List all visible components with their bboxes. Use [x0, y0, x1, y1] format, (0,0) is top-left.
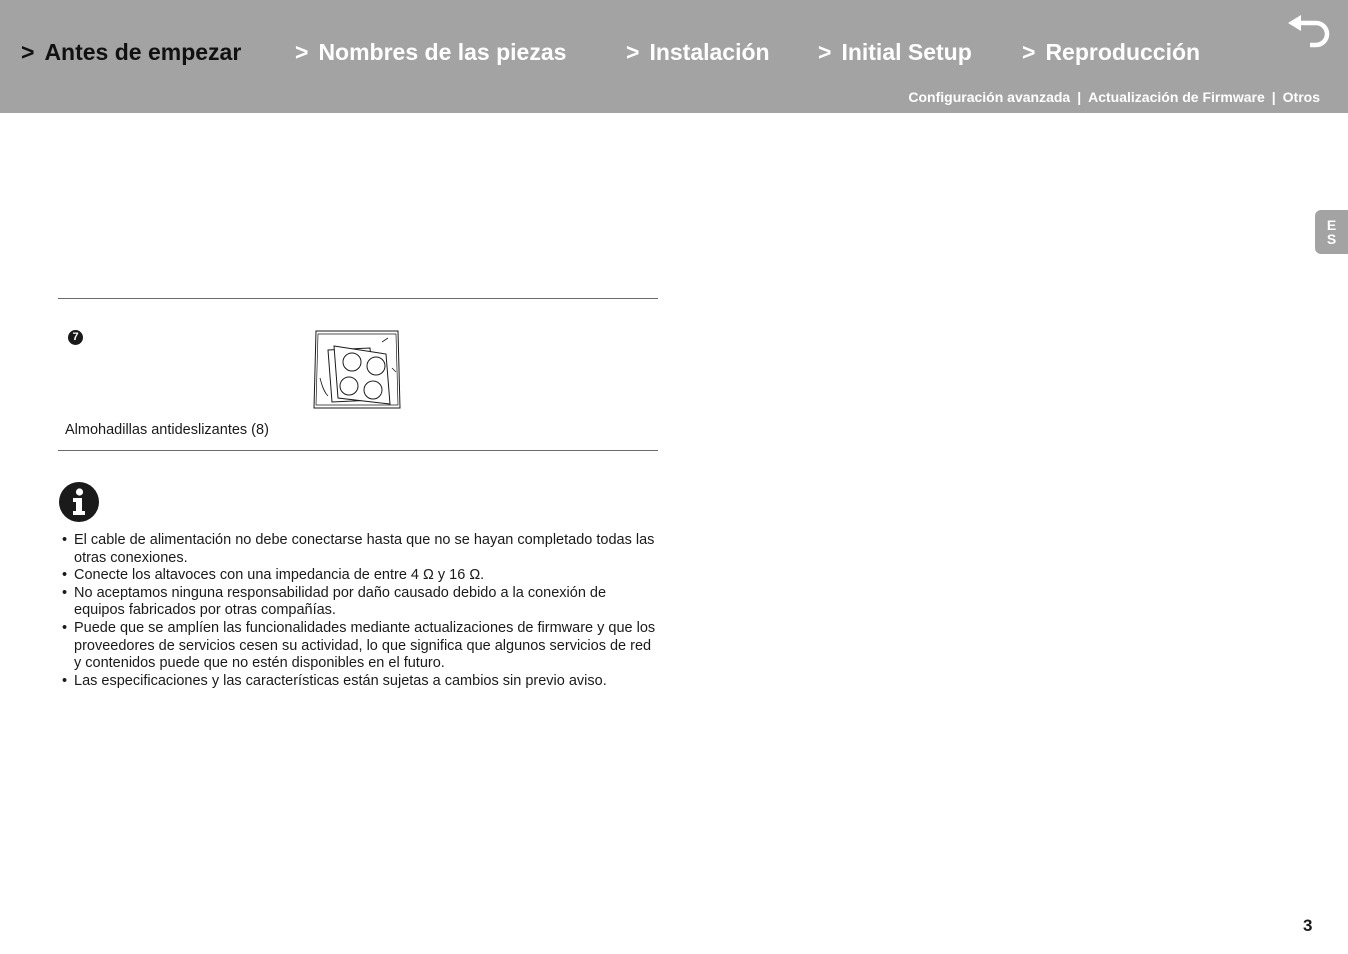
back-arrow-icon[interactable]: [1286, 14, 1330, 50]
nav-label: Antes de empezar: [44, 39, 242, 65]
nav-reproduccion[interactable]: [1022, 39, 1200, 66]
nav-arrow-icon: >: [818, 39, 832, 65]
page-number: 3: [1303, 916, 1313, 935]
non-slip-pads-illustration: [312, 328, 404, 412]
list-item: • Puede que se amplíen las funcionalidades mediante actualizaciones de firmware y que los proveedores de servicios cesen su actividad, lo que significa que algunos servicios de red y contenidos puede que no estén disponibles en el futuro.: [62, 620, 658, 673]
lang-letter: S: [1326, 231, 1337, 247]
nav-label: Initial Setup: [841, 39, 972, 65]
nav-initial-setup[interactable]: [818, 39, 972, 66]
subnav-separator: |: [1077, 89, 1082, 105]
nav-arrow-icon: >: [1022, 39, 1036, 65]
nav-label: Nombres de las piezas: [318, 39, 567, 65]
nav-nombres-de-las-piezas[interactable]: [295, 39, 566, 66]
language-tab: [1315, 210, 1348, 254]
nav-arrow-icon: >: [626, 39, 640, 65]
nav-antes-de-empezar[interactable]: [21, 39, 241, 66]
divider: [58, 298, 658, 299]
accessory-caption: Almohadillas antideslizantes (8): [65, 422, 269, 438]
subnav-actualizacion-firmware[interactable]: Actualización de Firmware: [1088, 89, 1265, 105]
lang-letter: E: [1326, 217, 1337, 233]
divider: [58, 450, 658, 451]
nav-instalacion[interactable]: [626, 39, 770, 66]
list-item: • No aceptamos ninguna responsabilidad por daño causado debido a la conexión de equipos fabricados por otras compañías.: [62, 585, 658, 620]
nav-arrow-icon: >: [295, 39, 309, 65]
subnav-configuracion-avanzada[interactable]: Configuración avanzada: [908, 89, 1071, 105]
top-navigation-bar: [0, 0, 1348, 113]
nav-arrow-icon: >: [21, 39, 35, 65]
list-item: • Conecte los altavoces con una impedancia de entre 4 Ω y 16 Ω.: [62, 567, 658, 585]
item-number-badge: 7: [68, 330, 83, 345]
nav-label: Reproducción: [1045, 39, 1201, 65]
notes-list: [62, 532, 658, 690]
list-item: • El cable de alimentación no debe conectarse hasta que no se hayan completado todas las otras conexiones.: [62, 532, 658, 567]
info-icon: [59, 482, 99, 522]
sub-navigation: [908, 89, 1320, 105]
list-item: • Las especificaciones y las características están sujetas a cambios sin previo aviso.: [62, 673, 658, 691]
nav-label: Instalación: [649, 39, 770, 65]
subnav-separator: |: [1271, 89, 1276, 105]
subnav-otros[interactable]: Otros: [1282, 89, 1320, 105]
